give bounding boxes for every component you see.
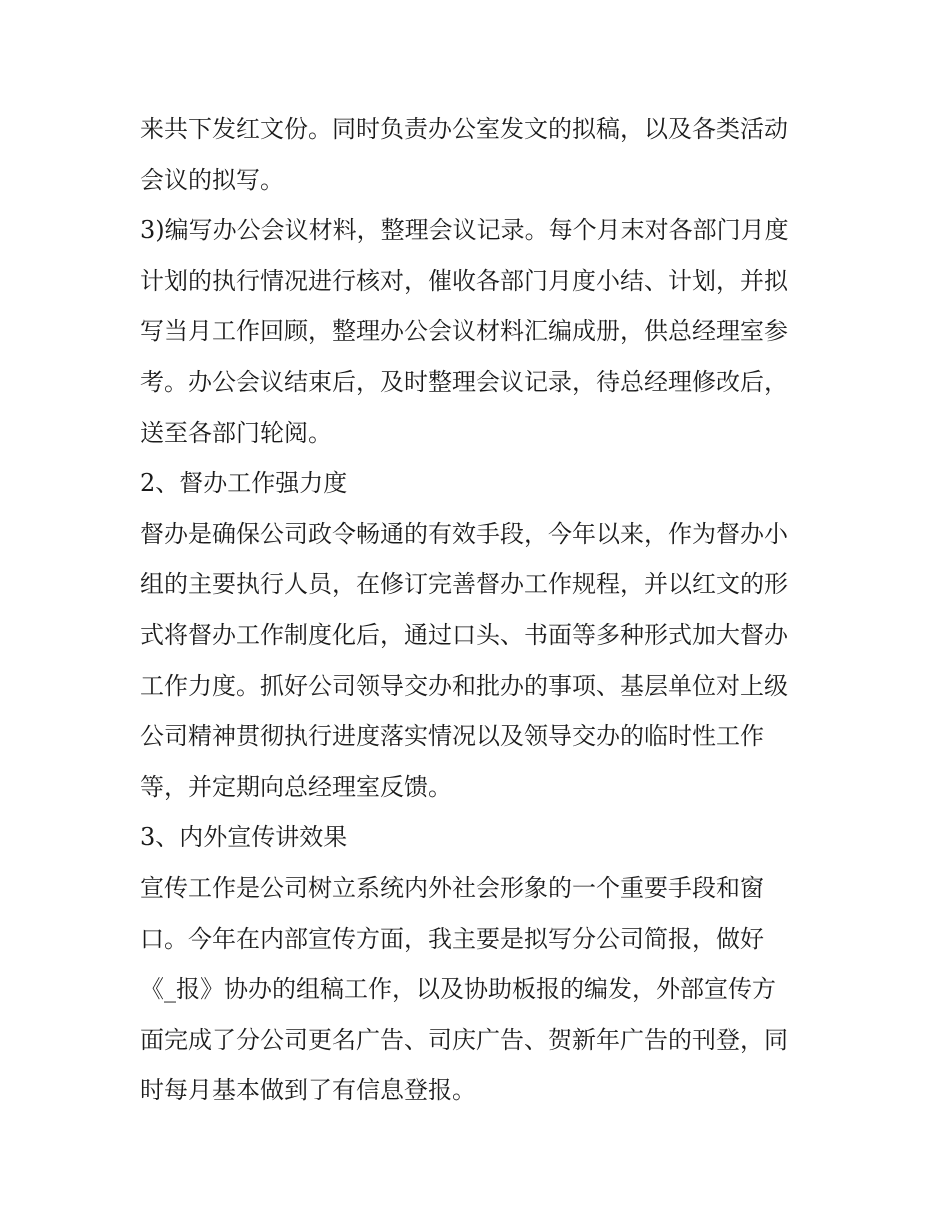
text-line: 计划的执行情况进行核对，催收各部门月度小结、计划，并拟 <box>140 266 788 295</box>
text-line: 组的主要执行人员，在修订完善督办工作规程，并以红文的形 <box>140 570 788 599</box>
text-line: 公司精神贯彻执行进度落实情况以及领导交办的临时性工作 <box>140 722 764 751</box>
text-line: 等，并定期向总经理室反馈。 <box>140 772 452 801</box>
text-line: 督办是确保公司政令畅通的有效手段，今年以来，作为督办小 <box>140 519 788 548</box>
text-line: 面完成了分公司更名广告、司庆广告、贺新年广告的刊登，同 <box>140 1025 788 1054</box>
text-line: 《_报》协办的组稿工作，以及协助板报的编发，外部宣传方 <box>140 975 776 1004</box>
text-line: 考。办公会议结束后，及时整理会议记录，待总经理修改后， <box>140 367 788 396</box>
text-line: 式将督办工作制度化后，通过口头、书面等多种形式加大督办 <box>140 620 788 649</box>
document-page <box>140 104 820 1116</box>
text-line: 宣传工作是公司树立系统内外社会形象的一个重要手段和窗 <box>140 873 764 902</box>
text-line: 时每月基本做到了有信息登报。 <box>140 1076 476 1105</box>
text-line: 口。今年在内部宣传方面，我主要是拟写分公司简报，做好 <box>140 924 764 953</box>
text-line: 送至各部门轮阅。 <box>140 418 332 447</box>
text-line: 3)编写办公会议材料，整理会议记录。每个月末对各部门月度 <box>140 216 789 245</box>
text-line: 来共下发红文份。同时负责办公室发文的拟稿，以及各类活动 <box>140 115 788 143</box>
text-line: 写当月工作回顾，整理办公会议材料汇编成册，供总经理室参 <box>140 317 788 346</box>
text-line: 会议的拟写。 <box>140 165 284 194</box>
section-heading: 3、内外宣传讲效果 <box>140 823 348 852</box>
section-heading: 2、督办工作强力度 <box>140 469 348 498</box>
text-line: 工作力度。抓好公司领导交办和批办的事项、基层单位对上级 <box>140 671 788 700</box>
